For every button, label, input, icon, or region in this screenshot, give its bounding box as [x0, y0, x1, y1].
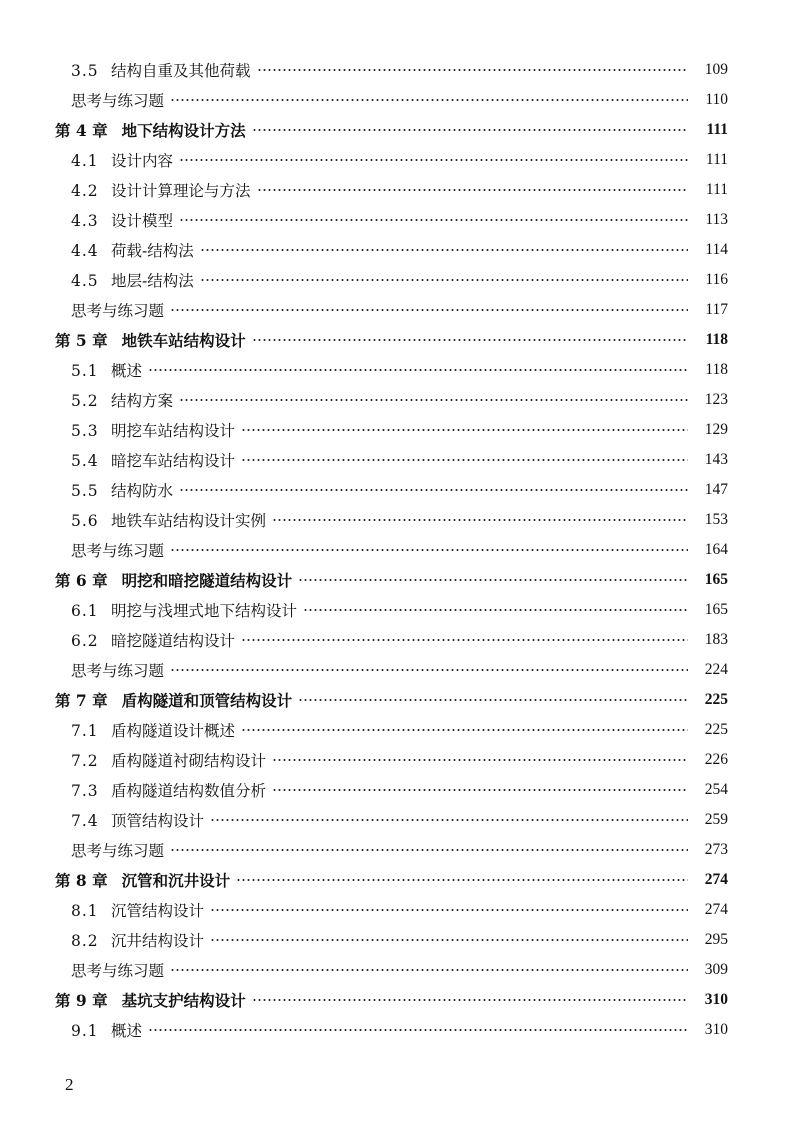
toc-entry-label: [71, 479, 175, 501]
toc-page-number: 109: [704, 61, 728, 78]
toc-page-number: 165: [704, 601, 728, 618]
dot-leader: [170, 964, 688, 976]
toc-entry-label: [55, 569, 294, 591]
toc-entry-label: [71, 89, 166, 111]
toc-section-row: [0, 205, 790, 235]
section-title: 沉管结构设计: [111, 902, 205, 920]
toc-entry-label: [55, 119, 248, 141]
dot-leader: [148, 1024, 688, 1036]
toc-entry-label: [71, 509, 268, 531]
section-title: 概述: [111, 362, 143, 380]
dot-leader: [252, 124, 688, 136]
dot-leader: [200, 244, 688, 256]
section-title: 概述: [111, 1022, 143, 1040]
dot-leader: [179, 154, 688, 166]
toc-section-row: [0, 415, 790, 445]
toc-entry-label: [71, 209, 175, 231]
dot-leader: [298, 574, 688, 586]
chapter-title: 地铁车站结构设计: [121, 331, 246, 350]
toc-entry-label: [71, 839, 166, 861]
toc-page-number: 226: [704, 751, 728, 768]
dot-leader: [179, 394, 688, 406]
toc-section-row: [0, 475, 790, 505]
chapter-number: 第 4 章: [55, 121, 108, 140]
dot-leader: [303, 604, 688, 616]
dot-leader: [236, 874, 688, 886]
toc-page-number: 110: [705, 91, 728, 108]
toc-page-number: 111: [705, 151, 728, 168]
chapter-title: 沉管和沉井设计: [121, 871, 231, 890]
toc-exercise-row: [0, 295, 790, 325]
section-number: 5.5: [71, 482, 99, 500]
section-number: 5.6: [71, 512, 99, 530]
toc-section-row: [0, 715, 790, 745]
exercise-title: 思考与练习题: [71, 302, 165, 320]
section-number: 6.1: [71, 602, 99, 620]
toc-page-number: 310: [704, 991, 728, 1008]
toc-page-number: 165: [704, 571, 728, 588]
section-title: 荷载-结构法: [111, 242, 194, 260]
toc-entry-label: [71, 929, 206, 951]
toc-page-number: 295: [704, 931, 728, 948]
toc-page-number: 111: [705, 181, 728, 198]
section-title: 顶管结构设计: [111, 812, 205, 830]
toc-entry-label: [71, 779, 268, 801]
toc-entry-label: [71, 239, 196, 261]
toc-exercise-row: [0, 655, 790, 685]
toc-page-number: 274: [704, 901, 728, 918]
section-title: 盾构隧道衬砌结构设计: [111, 752, 267, 770]
section-title: 设计模型: [111, 212, 174, 230]
toc-entry-label: [71, 659, 166, 681]
toc-section-row: [0, 1015, 790, 1045]
dot-leader: [170, 544, 688, 556]
dot-leader: [170, 844, 688, 856]
section-number: 3.5: [71, 62, 99, 80]
section-number: 4.2: [71, 182, 99, 200]
toc-section-row: [0, 595, 790, 625]
toc-entry-label: [71, 149, 175, 171]
dot-leader: [148, 364, 688, 376]
toc-entry-label: [55, 689, 294, 711]
toc-page-number: 309: [704, 961, 728, 978]
toc-section-row: [0, 775, 790, 805]
section-number: 7.2: [71, 752, 99, 770]
section-title: 地层-结构法: [111, 272, 194, 290]
toc-entry-label: [55, 869, 232, 891]
toc-entry-label: [71, 299, 166, 321]
toc-page-number: 147: [704, 481, 728, 498]
toc-page-number: 259: [704, 811, 728, 828]
toc-page-number: 123: [704, 391, 728, 408]
toc-entry-label: [71, 359, 144, 381]
section-title: 结构自重及其他荷载: [111, 62, 251, 80]
chapter-number: 第 8 章: [55, 871, 108, 890]
dot-leader: [272, 784, 688, 796]
dot-leader: [170, 304, 688, 316]
chapter-number: 第 9 章: [55, 991, 108, 1010]
section-title: 沉井结构设计: [111, 932, 205, 950]
chapter-title: 基坑支护结构设计: [121, 991, 246, 1010]
chapter-number: 第 7 章: [55, 691, 108, 710]
dot-leader: [257, 64, 688, 76]
section-number: 9.1: [71, 1022, 99, 1040]
toc-section-row: [0, 805, 790, 835]
dot-leader: [170, 94, 688, 106]
toc-section-row: [0, 265, 790, 295]
toc-entry-label: [71, 389, 175, 411]
toc-section-row: [0, 235, 790, 265]
section-number: 7.4: [71, 812, 99, 830]
section-number: 4.4: [71, 242, 99, 260]
dot-leader: [241, 454, 688, 466]
page-number: 2: [65, 1075, 74, 1094]
section-title: 明挖与浅埋式地下结构设计: [111, 602, 298, 620]
section-number: 4.1: [71, 152, 99, 170]
dot-leader: [298, 694, 688, 706]
dot-leader: [252, 334, 688, 346]
toc-chapter-row: [0, 115, 790, 145]
toc-page-number: 118: [705, 361, 728, 378]
toc-section-row: [0, 145, 790, 175]
toc-page-number: 225: [704, 691, 728, 708]
section-number: 4.5: [71, 272, 99, 290]
section-number: 7.1: [71, 722, 99, 740]
dot-leader: [241, 724, 688, 736]
table-of-contents: [0, 55, 790, 1045]
toc-page-number: 113: [705, 211, 728, 228]
toc-exercise-row: [0, 955, 790, 985]
toc-page-number: 310: [704, 1021, 728, 1038]
toc-entry-label: [71, 539, 166, 561]
exercise-title: 思考与练习题: [71, 662, 165, 680]
exercise-title: 思考与练习题: [71, 962, 165, 980]
section-number: 8.2: [71, 932, 99, 950]
section-title: 盾构隧道结构数值分析: [111, 782, 267, 800]
dot-leader: [179, 484, 688, 496]
toc-page-number: 118: [705, 331, 728, 348]
toc-page-number: 117: [705, 301, 728, 318]
section-number: 6.2: [71, 632, 99, 650]
dot-leader: [170, 664, 688, 676]
section-title: 盾构隧道设计概述: [111, 722, 236, 740]
toc-section-row: [0, 175, 790, 205]
toc-page-number: 164: [704, 541, 728, 558]
toc-section-row: [0, 745, 790, 775]
toc-section-row: [0, 625, 790, 655]
section-title: 暗挖隧道结构设计: [111, 632, 236, 650]
toc-page-number: 274: [704, 871, 728, 888]
section-number: 7.3: [71, 782, 99, 800]
chapter-title: 盾构隧道和顶管结构设计: [121, 691, 293, 710]
toc-exercise-row: [0, 835, 790, 865]
toc-chapter-row: [0, 685, 790, 715]
toc-page-number: 225: [704, 721, 728, 738]
exercise-title: 思考与练习题: [71, 842, 165, 860]
toc-entry-label: [71, 269, 196, 291]
section-number: 5.3: [71, 422, 99, 440]
toc-chapter-row: [0, 325, 790, 355]
toc-entry-label: [55, 329, 248, 351]
toc-page-number: 183: [704, 631, 728, 648]
chapter-number: 第 6 章: [55, 571, 108, 590]
dot-leader: [272, 514, 688, 526]
toc-page-number: 254: [704, 781, 728, 798]
section-title: 设计内容: [111, 152, 174, 170]
toc-section-row: [0, 895, 790, 925]
dot-leader: [210, 934, 688, 946]
toc-page-number: 114: [705, 241, 728, 258]
toc-entry-label: [71, 719, 237, 741]
section-number: 8.1: [71, 902, 99, 920]
chapter-title: 地下结构设计方法: [121, 121, 246, 140]
exercise-title: 思考与练习题: [71, 92, 165, 110]
toc-entry-label: [55, 989, 248, 1011]
toc-entry-label: [71, 629, 237, 651]
dot-leader: [179, 214, 688, 226]
section-title: 地铁车站结构设计实例: [111, 512, 267, 530]
dot-leader: [257, 184, 688, 196]
section-title: 明挖车站结构设计: [111, 422, 236, 440]
toc-section-row: [0, 445, 790, 475]
toc-page-number: 153: [704, 511, 728, 528]
section-title: 暗挖车站结构设计: [111, 452, 236, 470]
toc-page-number: 143: [704, 451, 728, 468]
toc-entry-label: [71, 449, 237, 471]
section-number: 4.3: [71, 212, 99, 230]
section-number: 5.2: [71, 392, 99, 410]
toc-page-number: 111: [706, 121, 728, 138]
toc-entry-label: [71, 59, 253, 81]
section-title: 结构防水: [111, 482, 174, 500]
toc-entry-label: [71, 1019, 144, 1041]
section-title: 结构方案: [111, 392, 174, 410]
chapter-number: 第 5 章: [55, 331, 108, 350]
dot-leader: [272, 754, 688, 766]
toc-section-row: [0, 925, 790, 955]
toc-section-row: [0, 385, 790, 415]
toc-entry-label: [71, 749, 268, 771]
chapter-title: 明挖和暗挖隧道结构设计: [121, 571, 293, 590]
toc-entry-label: [71, 899, 206, 921]
dot-leader: [241, 424, 688, 436]
toc-entry-label: [71, 179, 253, 201]
toc-page-number: 129: [704, 421, 728, 438]
toc-entry-label: [71, 809, 206, 831]
toc-entry-label: [71, 419, 237, 441]
toc-section-row: [0, 505, 790, 535]
dot-leader: [252, 994, 688, 1006]
toc-section-row: [0, 355, 790, 385]
toc-exercise-row: [0, 85, 790, 115]
toc-page-number: 224: [704, 661, 728, 678]
toc-exercise-row: [0, 535, 790, 565]
toc-section-row: [0, 55, 790, 85]
exercise-title: 思考与练习题: [71, 542, 165, 560]
dot-leader: [200, 274, 688, 286]
section-number: 5.4: [71, 452, 99, 470]
dot-leader: [241, 634, 688, 646]
section-title: 设计计算理论与方法: [111, 182, 251, 200]
toc-chapter-row: [0, 565, 790, 595]
toc-chapter-row: [0, 985, 790, 1015]
dot-leader: [210, 814, 688, 826]
toc-entry-label: [71, 599, 299, 621]
toc-page-number: 273: [704, 841, 728, 858]
toc-chapter-row: [0, 865, 790, 895]
toc-page-number: 116: [705, 271, 728, 288]
toc-entry-label: [71, 959, 166, 981]
dot-leader: [210, 904, 688, 916]
section-number: 5.1: [71, 362, 99, 380]
